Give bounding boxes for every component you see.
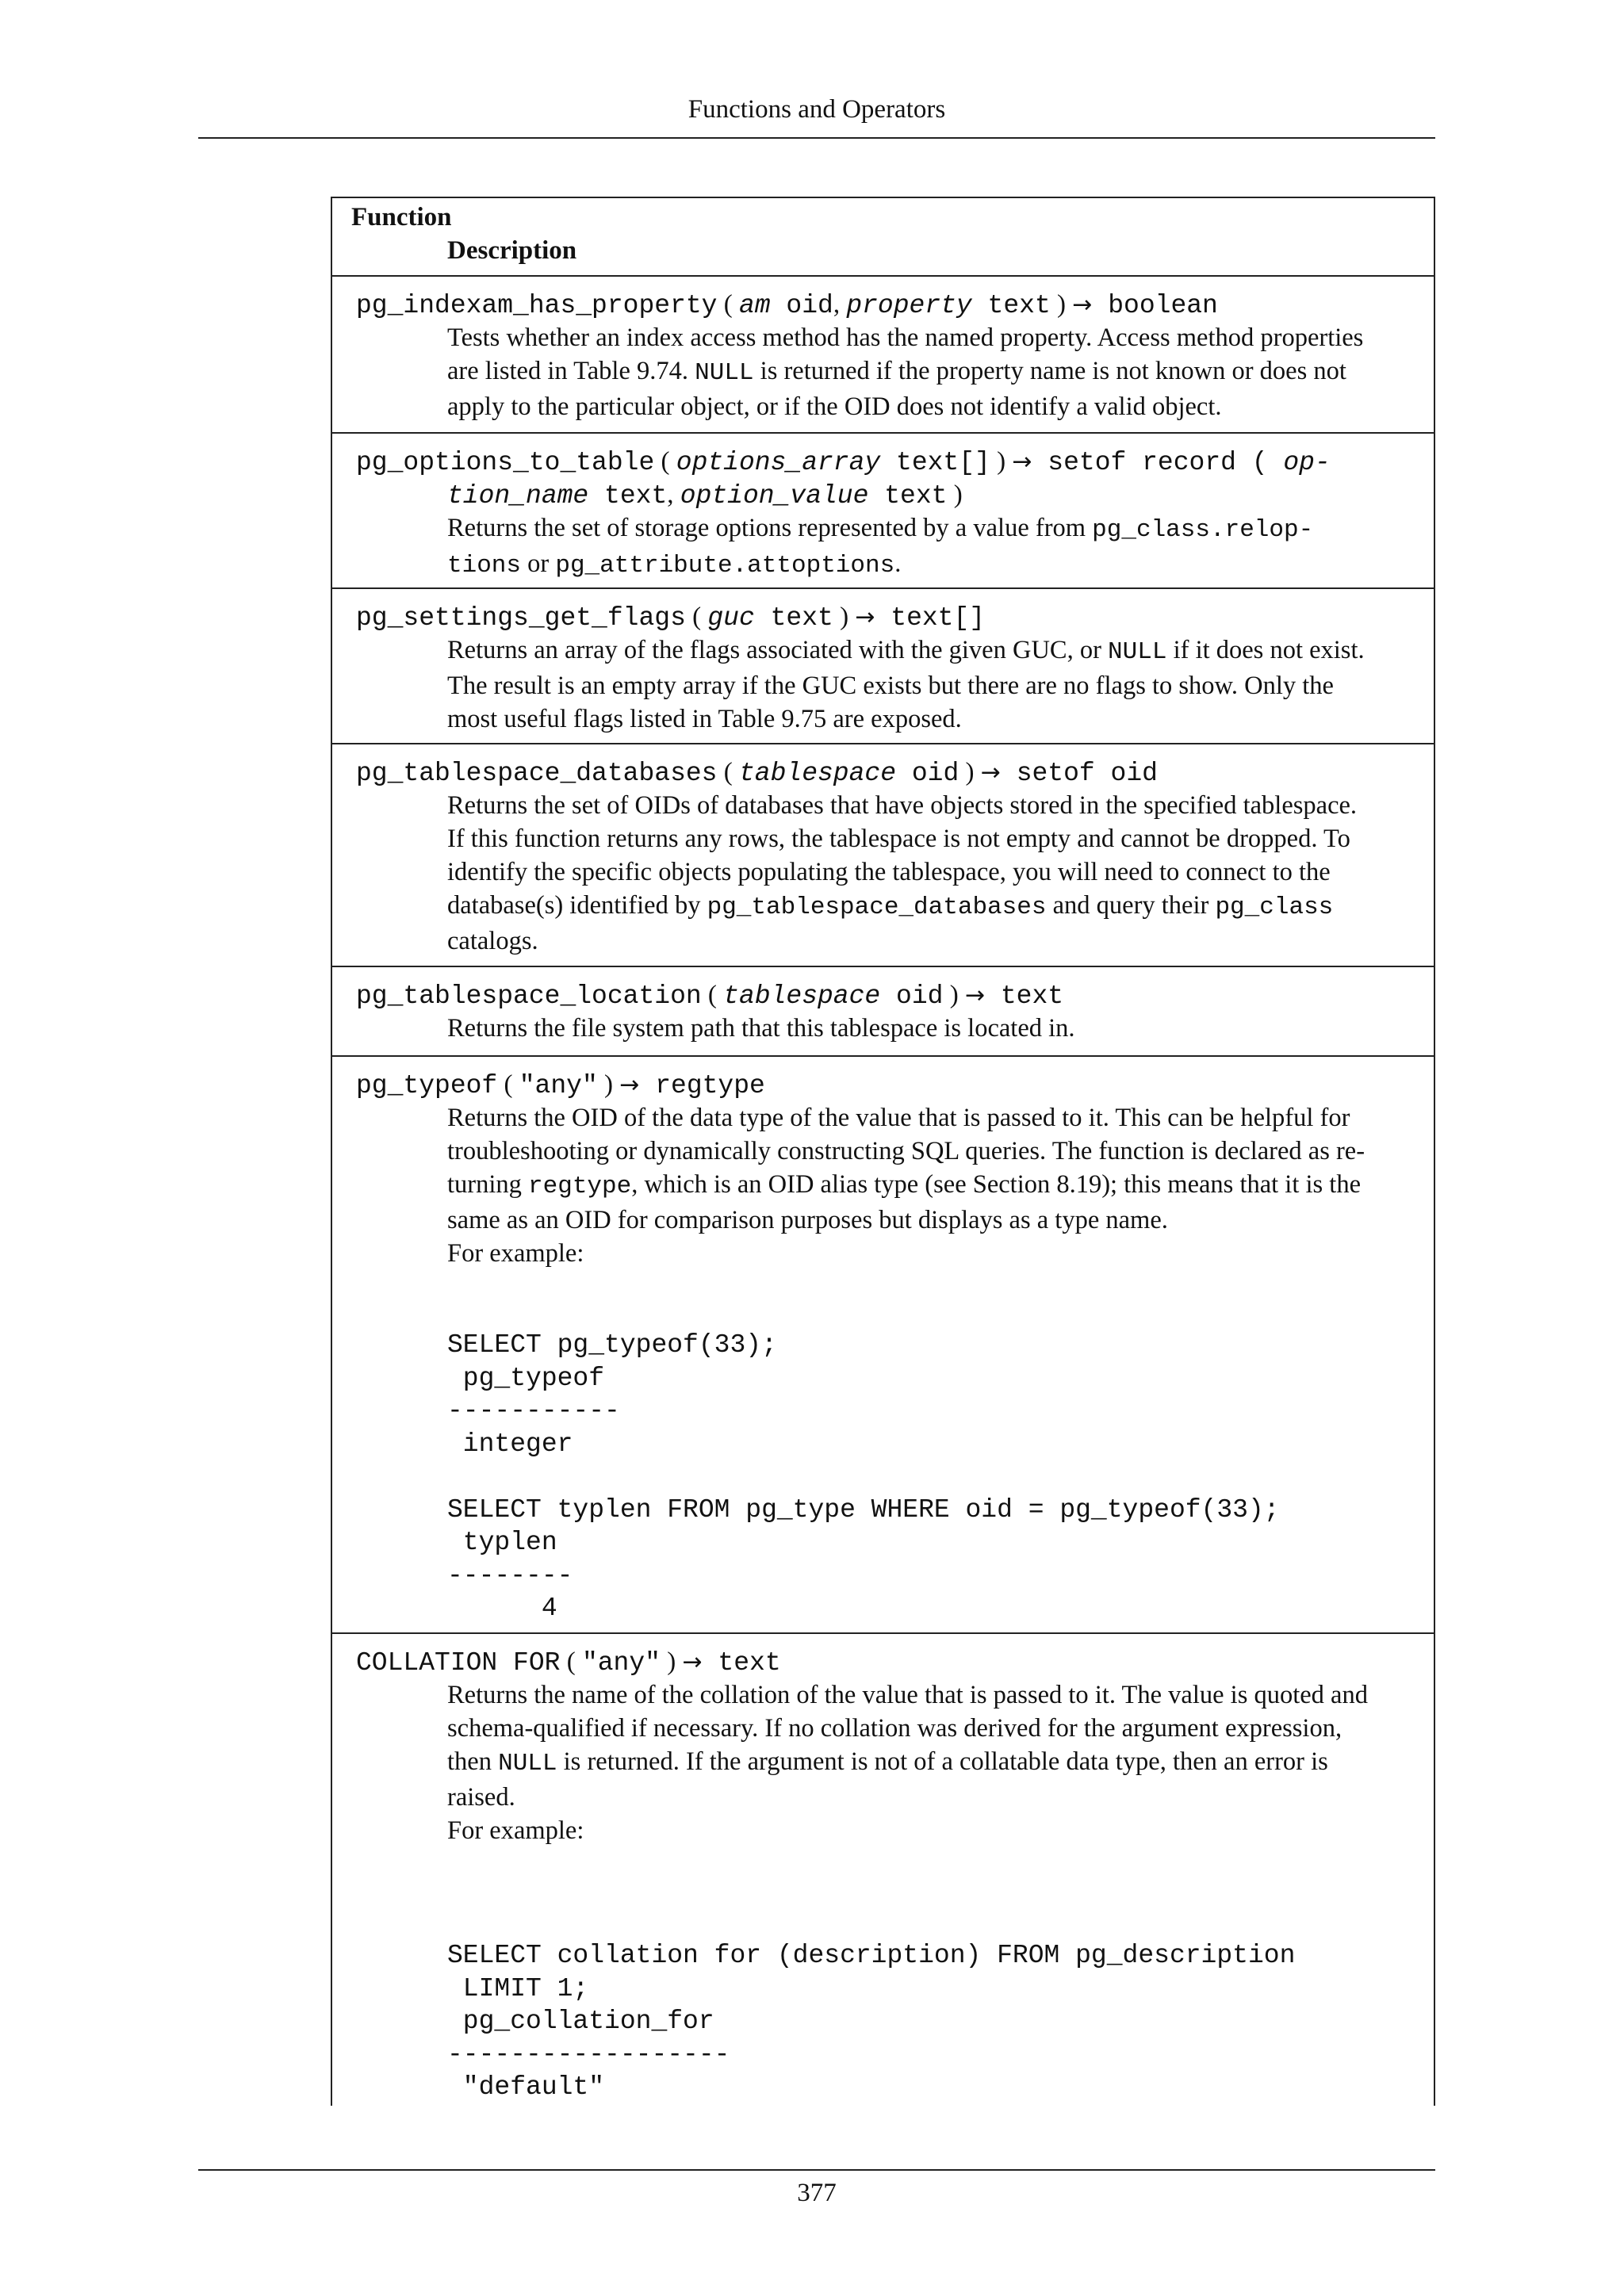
return-type: boolean xyxy=(1092,291,1218,320)
return-type: text xyxy=(702,1648,781,1678)
code-example: SELECT collation for (description) FROM pg_description LIMIT 1; pg_collation_for ------------------ "default" xyxy=(447,1941,1296,2102)
function-name: pg_indexam_has_property xyxy=(356,291,718,320)
param-name: tablespace xyxy=(738,759,897,788)
function-description: Returns an array of the flags associated with the given GUC, or NULL if it does not exist. The result is an empty array if the GUC exists but there are no flags to show. Only the most useful flags listed in Table 9.75 are exposed. xyxy=(447,636,1365,733)
function-description: Returns the name of the collation of the value that is passed to it. The value is quoted and schema-qualified if necessary. If no collation was derived for the argument expression, then NULL is returned. If the argument is not of a collatable data type, then an error is raised. For example: xyxy=(447,1681,1368,1845)
function-description: Returns the set of OIDs of databases that have objects stored in the specified tablespace. If this function returns any rows, the tablespace is not empty and cannot be dropped. To identify the specific objects populating the tablespace, you will need to connect to the database(s) identified by pg_tablespace_databases and query their pg_class catalogs. xyxy=(447,791,1358,955)
param-name: options_array xyxy=(676,448,881,477)
function-name: pg_tablespace_location xyxy=(356,982,702,1011)
table-row xyxy=(332,434,1434,589)
param-name: tablespace xyxy=(723,982,881,1011)
function-description: Returns the file system path that this tablespace is located in. xyxy=(447,1014,1075,1043)
table-header-row xyxy=(332,198,1434,277)
table-row xyxy=(332,744,1434,967)
function-signature: pg_indexam_has_property ( am oid, property text ) → boolean xyxy=(356,290,1218,320)
returns-arrow: → xyxy=(980,759,1001,786)
header-rule xyxy=(198,137,1435,139)
function-description: Returns the OID of the data type of the value that is passed to it. This can be helpful for troubleshooting or dynamically constructing SQL queries. The function is declared as re- turning regtype, which is an OID alias type (see Section 8.19); this means that it is the same as an OID for comparison purposes but displays as a type name. For example: xyxy=(447,1104,1365,1268)
return-type: text xyxy=(985,982,1064,1011)
code-example: SELECT pg_typeof(33); pg_typeof ----------- integer SELECT typlen FROM pg_type WHERE oid = pg_typeof(33); typlen -------- 4 xyxy=(447,1330,1280,1623)
function-name: pg_tablespace_databases xyxy=(356,759,718,788)
return-type: setof record ( xyxy=(1032,448,1284,477)
function-signature: COLLATION FOR ( "any" ) → text xyxy=(356,1647,781,1678)
param-name: guc xyxy=(707,603,755,633)
table-row xyxy=(332,589,1434,744)
function-signature: pg_typeof ( "any" ) → regtype xyxy=(356,1070,765,1100)
function-signature: pg_tablespace_databases ( tablespace oid ) → setof oid xyxy=(356,758,1158,788)
function-signature: pg_settings_get_flags ( guc text ) → text[] xyxy=(356,603,986,633)
param-name: option_value xyxy=(680,481,869,511)
page-number: 377 xyxy=(797,2179,837,2207)
returns-arrow: → xyxy=(682,1648,703,1676)
param-name: am xyxy=(738,291,771,320)
function-name: pg_options_to_table xyxy=(356,448,655,477)
return-type: setof oid xyxy=(1000,759,1158,788)
function-signature: pg_options_to_table ( options_array text[] ) → setof record ( op- xyxy=(356,447,1331,477)
footer-rule xyxy=(198,2169,1435,2171)
function-description: Tests whether an index access method has the named property. Access method properties are listed in Table 9.74. NULL is returned if the property name is not known or does not apply to the particular object, or if the OID does not identify a valid object. xyxy=(447,323,1364,421)
param-type: "any" xyxy=(519,1071,598,1100)
function-description: Returns the set of storage options represented by a value from pg_class.relop- tions or pg_attribute.attoptions. xyxy=(447,514,1314,580)
param-name: op- xyxy=(1283,448,1331,477)
function-signature: pg_tablespace_location ( tablespace oid ) → text xyxy=(356,981,1064,1011)
param-type: "any" xyxy=(581,1648,661,1678)
function-name: COLLATION FOR xyxy=(356,1648,561,1678)
function-name: pg_settings_get_flags xyxy=(356,603,686,633)
running-header: Functions and Operators xyxy=(688,95,946,124)
returns-arrow: → xyxy=(855,603,875,631)
function-name: pg_typeof xyxy=(356,1071,498,1100)
column-header-function: Function xyxy=(351,203,452,232)
param-name: property xyxy=(846,291,972,320)
return-type: text[] xyxy=(875,603,986,633)
returns-arrow: → xyxy=(619,1071,640,1099)
return-type: regtype xyxy=(639,1071,765,1100)
table-row xyxy=(332,967,1434,1057)
table-row xyxy=(332,1057,1434,1634)
returns-arrow: → xyxy=(1012,448,1032,476)
column-header-description: Description xyxy=(447,236,577,265)
returns-arrow: → xyxy=(964,982,986,1009)
table-row xyxy=(332,1634,1434,2107)
table-row xyxy=(332,277,1434,434)
function-signature-continued: tion_name text, option_value text ) xyxy=(447,480,963,511)
functions-table xyxy=(331,197,1435,2106)
returns-arrow: → xyxy=(1072,291,1093,319)
